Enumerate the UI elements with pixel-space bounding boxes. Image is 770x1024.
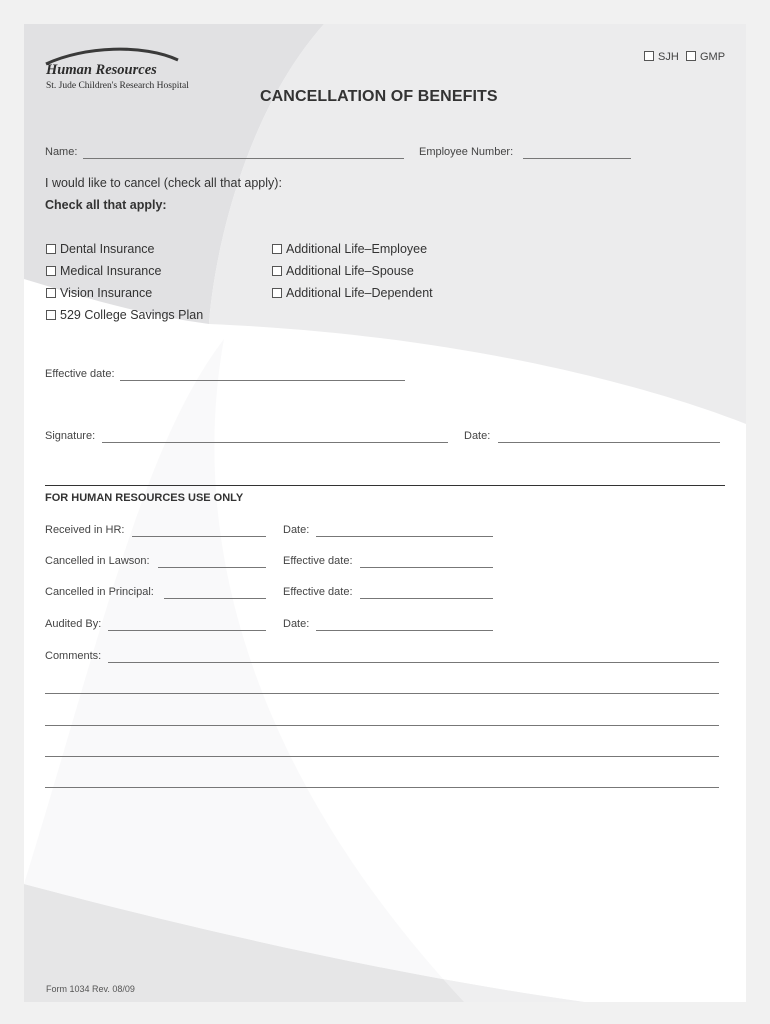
logo-subtitle: St. Jude Children's Research Hospital (46, 81, 189, 91)
benefit-option-vision[interactable] (46, 286, 152, 300)
benefit-option-529[interactable] (46, 308, 203, 322)
location-option-label: SJH (658, 51, 679, 63)
form-title: CANCELLATION OF BENEFITS (260, 88, 498, 105)
benefit-option-label: Additional Life–Employee (286, 242, 428, 256)
audited-date-label: Date: (283, 618, 310, 630)
cancelled-in-principal-label: Cancelled in Principal: (45, 586, 154, 598)
comments-label: Comments: (45, 650, 102, 662)
benefit-option-life-spouse[interactable] (272, 264, 414, 278)
received-date-field[interactable] (316, 536, 493, 537)
checkbox-icon[interactable] (272, 266, 282, 276)
location-option-label: GMP (700, 51, 726, 63)
checkbox-icon[interactable] (46, 244, 56, 254)
checkbox-icon[interactable] (46, 288, 56, 298)
principal-effective-date-label: Effective date: (283, 586, 353, 598)
benefit-option-dental[interactable] (46, 242, 155, 256)
checkbox-icon[interactable] (686, 51, 696, 61)
cancelled-in-lawson-field[interactable] (158, 567, 266, 568)
section-divider (45, 485, 725, 486)
comments-line[interactable] (45, 693, 719, 694)
name-field[interactable] (83, 158, 404, 159)
location-option-gmp[interactable] (686, 51, 725, 63)
effective-date-label: Effective date: (45, 368, 115, 380)
logo-title: Human Resources (46, 62, 157, 78)
signature-date-label: Date: (464, 430, 491, 442)
name-label: Name: (45, 146, 78, 158)
hr-section-heading: FOR HUMAN RESOURCES USE ONLY (45, 492, 244, 504)
benefit-option-medical[interactable] (46, 264, 161, 278)
comments-line[interactable] (108, 662, 719, 663)
audited-by-label: Audited By: (45, 618, 102, 630)
audited-date-field[interactable] (316, 630, 493, 631)
principal-effective-date-field[interactable] (360, 598, 493, 599)
signature-date-field[interactable] (498, 442, 720, 443)
benefit-option-label: 529 College Savings Plan (60, 308, 204, 322)
form-number: Form 1034 Rev. 08/09 (46, 984, 135, 994)
location-option-sjh[interactable] (644, 51, 679, 63)
benefit-option-label: Vision Insurance (60, 286, 153, 300)
received-date-label: Date: (283, 524, 310, 536)
form-page (24, 24, 746, 1002)
background-swoosh (24, 24, 746, 1002)
benefit-option-label: Dental Insurance (60, 242, 155, 256)
checkbox-icon[interactable] (644, 51, 654, 61)
benefit-option-label: Medical Insurance (60, 264, 162, 278)
effective-date-field[interactable] (120, 380, 405, 381)
cancelled-in-lawson-label: Cancelled in Lawson: (45, 555, 150, 567)
checkbox-icon[interactable] (46, 266, 56, 276)
received-in-hr-label: Received in HR: (45, 524, 125, 536)
lawson-effective-date-field[interactable] (360, 567, 493, 568)
benefit-option-label: Additional Life–Dependent (286, 286, 433, 300)
employee-number-field[interactable] (523, 158, 631, 159)
signature-field[interactable] (102, 442, 448, 443)
benefit-option-label: Additional Life–Spouse (286, 264, 414, 278)
benefit-option-life-employee[interactable] (272, 242, 427, 256)
checkbox-icon[interactable] (272, 244, 282, 254)
check-all-heading: Check all that apply: (45, 198, 167, 212)
comments-line[interactable] (45, 725, 719, 726)
comments-line[interactable] (45, 756, 719, 757)
checkbox-icon[interactable] (46, 310, 56, 320)
lawson-effective-date-label: Effective date: (283, 555, 353, 567)
signature-label: Signature: (45, 430, 96, 442)
employee-number-label: Employee Number: (419, 146, 514, 158)
audited-by-field[interactable] (108, 630, 266, 631)
instruction-text: I would like to cancel (check all that apply): (45, 176, 282, 190)
benefit-option-life-dependent[interactable] (272, 286, 433, 300)
cancelled-in-principal-field[interactable] (164, 598, 266, 599)
comments-line[interactable] (45, 787, 719, 788)
checkbox-icon[interactable] (272, 288, 282, 298)
received-in-hr-field[interactable] (132, 536, 266, 537)
